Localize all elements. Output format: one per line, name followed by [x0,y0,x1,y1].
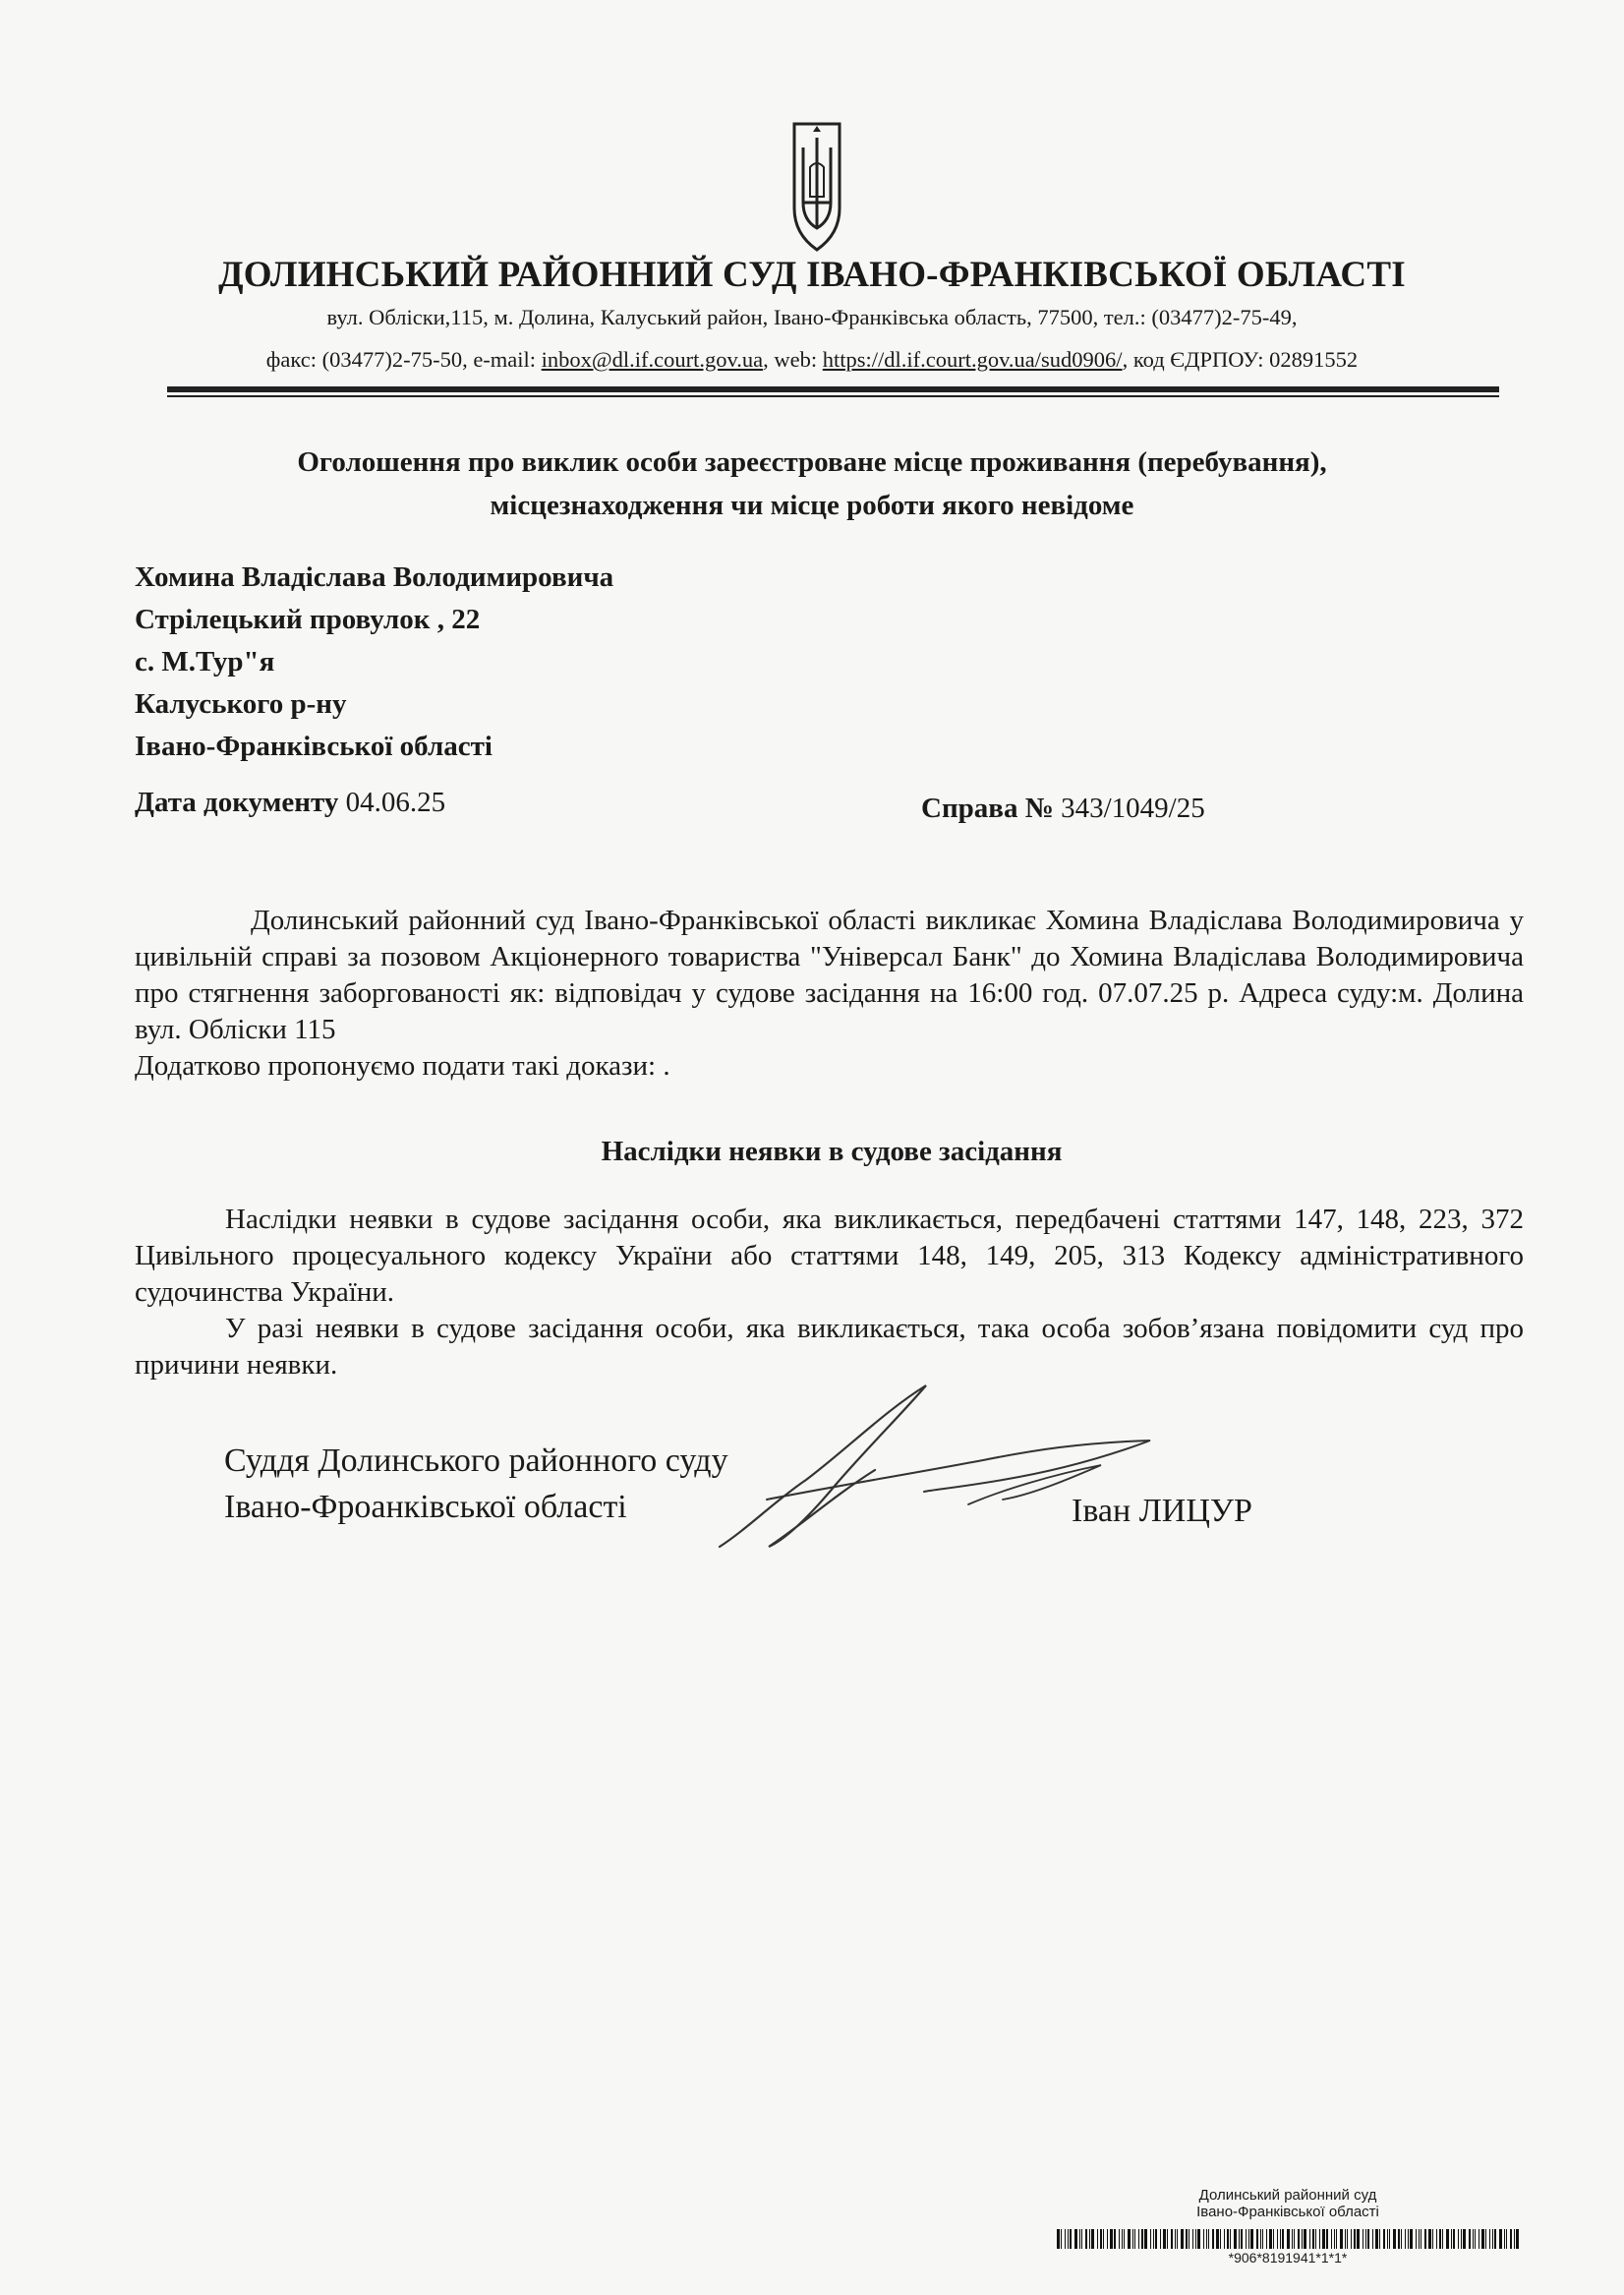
case-number [921,793,1205,825]
header-rule-thick [167,386,1499,392]
consequences-body [135,1202,1524,1383]
court-contacts [162,347,1462,373]
recipient-district: Калуського р-ну [135,688,347,720]
summons-body [135,903,1524,1085]
recipient-street: Стрілецький провулок , 22 [135,604,481,635]
notice-heading-line: Оголошення про виклик особи зареєстроване місце проживання (перебування), [297,446,1327,478]
recipient-village: с. М.Тур"я [135,646,275,677]
coat-of-arms-icon [791,118,842,254]
document-date-label: Дата документу [135,787,339,818]
notice-heading-line: місцезнаходження чи місце роботи якого невідоме [490,490,1134,521]
case-number-value: 343/1049/25 [1053,793,1205,824]
consequences-heading: Наслідки неявки в судове засідання [601,1136,1063,1167]
recipient-name: Хомина Владіслава Володимировича [135,561,614,593]
judge-name: Іван ЛИЦУР [1072,1493,1252,1529]
notice-heading [197,441,1427,527]
judge-title-line: Івано-Фроанківської області [224,1489,627,1525]
judge-title [224,1438,728,1530]
handwritten-signature [708,1372,1170,1559]
document-date [135,787,445,819]
judge-title-line: Суддя Долинського районного суду [224,1442,728,1479]
web-label: , web: [763,347,823,372]
barcode-icon [1057,2229,1519,2249]
evidence-text: Додатково пропонуємо подати такі докази: . [135,1050,670,1082]
website-link[interactable]: https://dl.if.court.gov.ua/sud0906/ [822,347,1123,372]
case-number-label: Справа № [921,793,1054,824]
consequences-paragraph: У разі неявки в судове засідання особи, яка викликається, така особа зобов’язана повідомити суд про причини неявки. [135,1313,1524,1381]
fax-label: факс: (03477)2-75-50, e-mail: [265,347,542,372]
stamp-line: Долинський районний суд [1198,2187,1377,2204]
court-stamp [1170,2187,1406,2220]
court-name: ДОЛИНСЬКИЙ РАЙОННИЙ СУД ІВАНО-ФРАНКІВСЬКОЇ ОБЛАСТІ [218,255,1406,295]
document-date-value: 04.06.25 [338,787,446,818]
stamp-line: Івано-Франківської області [1196,2204,1379,2220]
court-address: вул. Обліски,115, м. Долина, Калуський район, Івано-Франківська область, 77500, тел.: (03477)2-75-49, [326,305,1298,329]
summons-text: Долинський районний суд Івано-Франківської області викликає Хомина Владіслава Володимировича у цивільній справі за позовом Акціонерного товариства "Універсал Банк" до Хомина Владіслава Володимировича про стягнення заборгованості як: відповідач у судове засідання на 16:00 год. 07.07.25 р. Адреса суду:м. Долина вул. Обліски 115 [135,905,1524,1045]
consequences-paragraph: Наслідки неявки в судове засідання особи, яка викликається, передбачені статтями 147, 148, 223, 372 Цивільного процесуального кодексу України або статтями 148, 149, 205, 313 Кодексу адміністративного судочинства України. [135,1204,1524,1308]
email-link[interactable]: inbox@dl.if.court.gov.ua [541,347,764,372]
edrpou-code: , код ЄДРПОУ: 02891552 [1122,347,1359,372]
recipient-region: Івано-Франківської області [135,731,493,762]
header-rule-thin [167,395,1499,397]
recipient-block [135,557,613,768]
barcode-number: *906*8191941*1*1* [1228,2250,1348,2266]
